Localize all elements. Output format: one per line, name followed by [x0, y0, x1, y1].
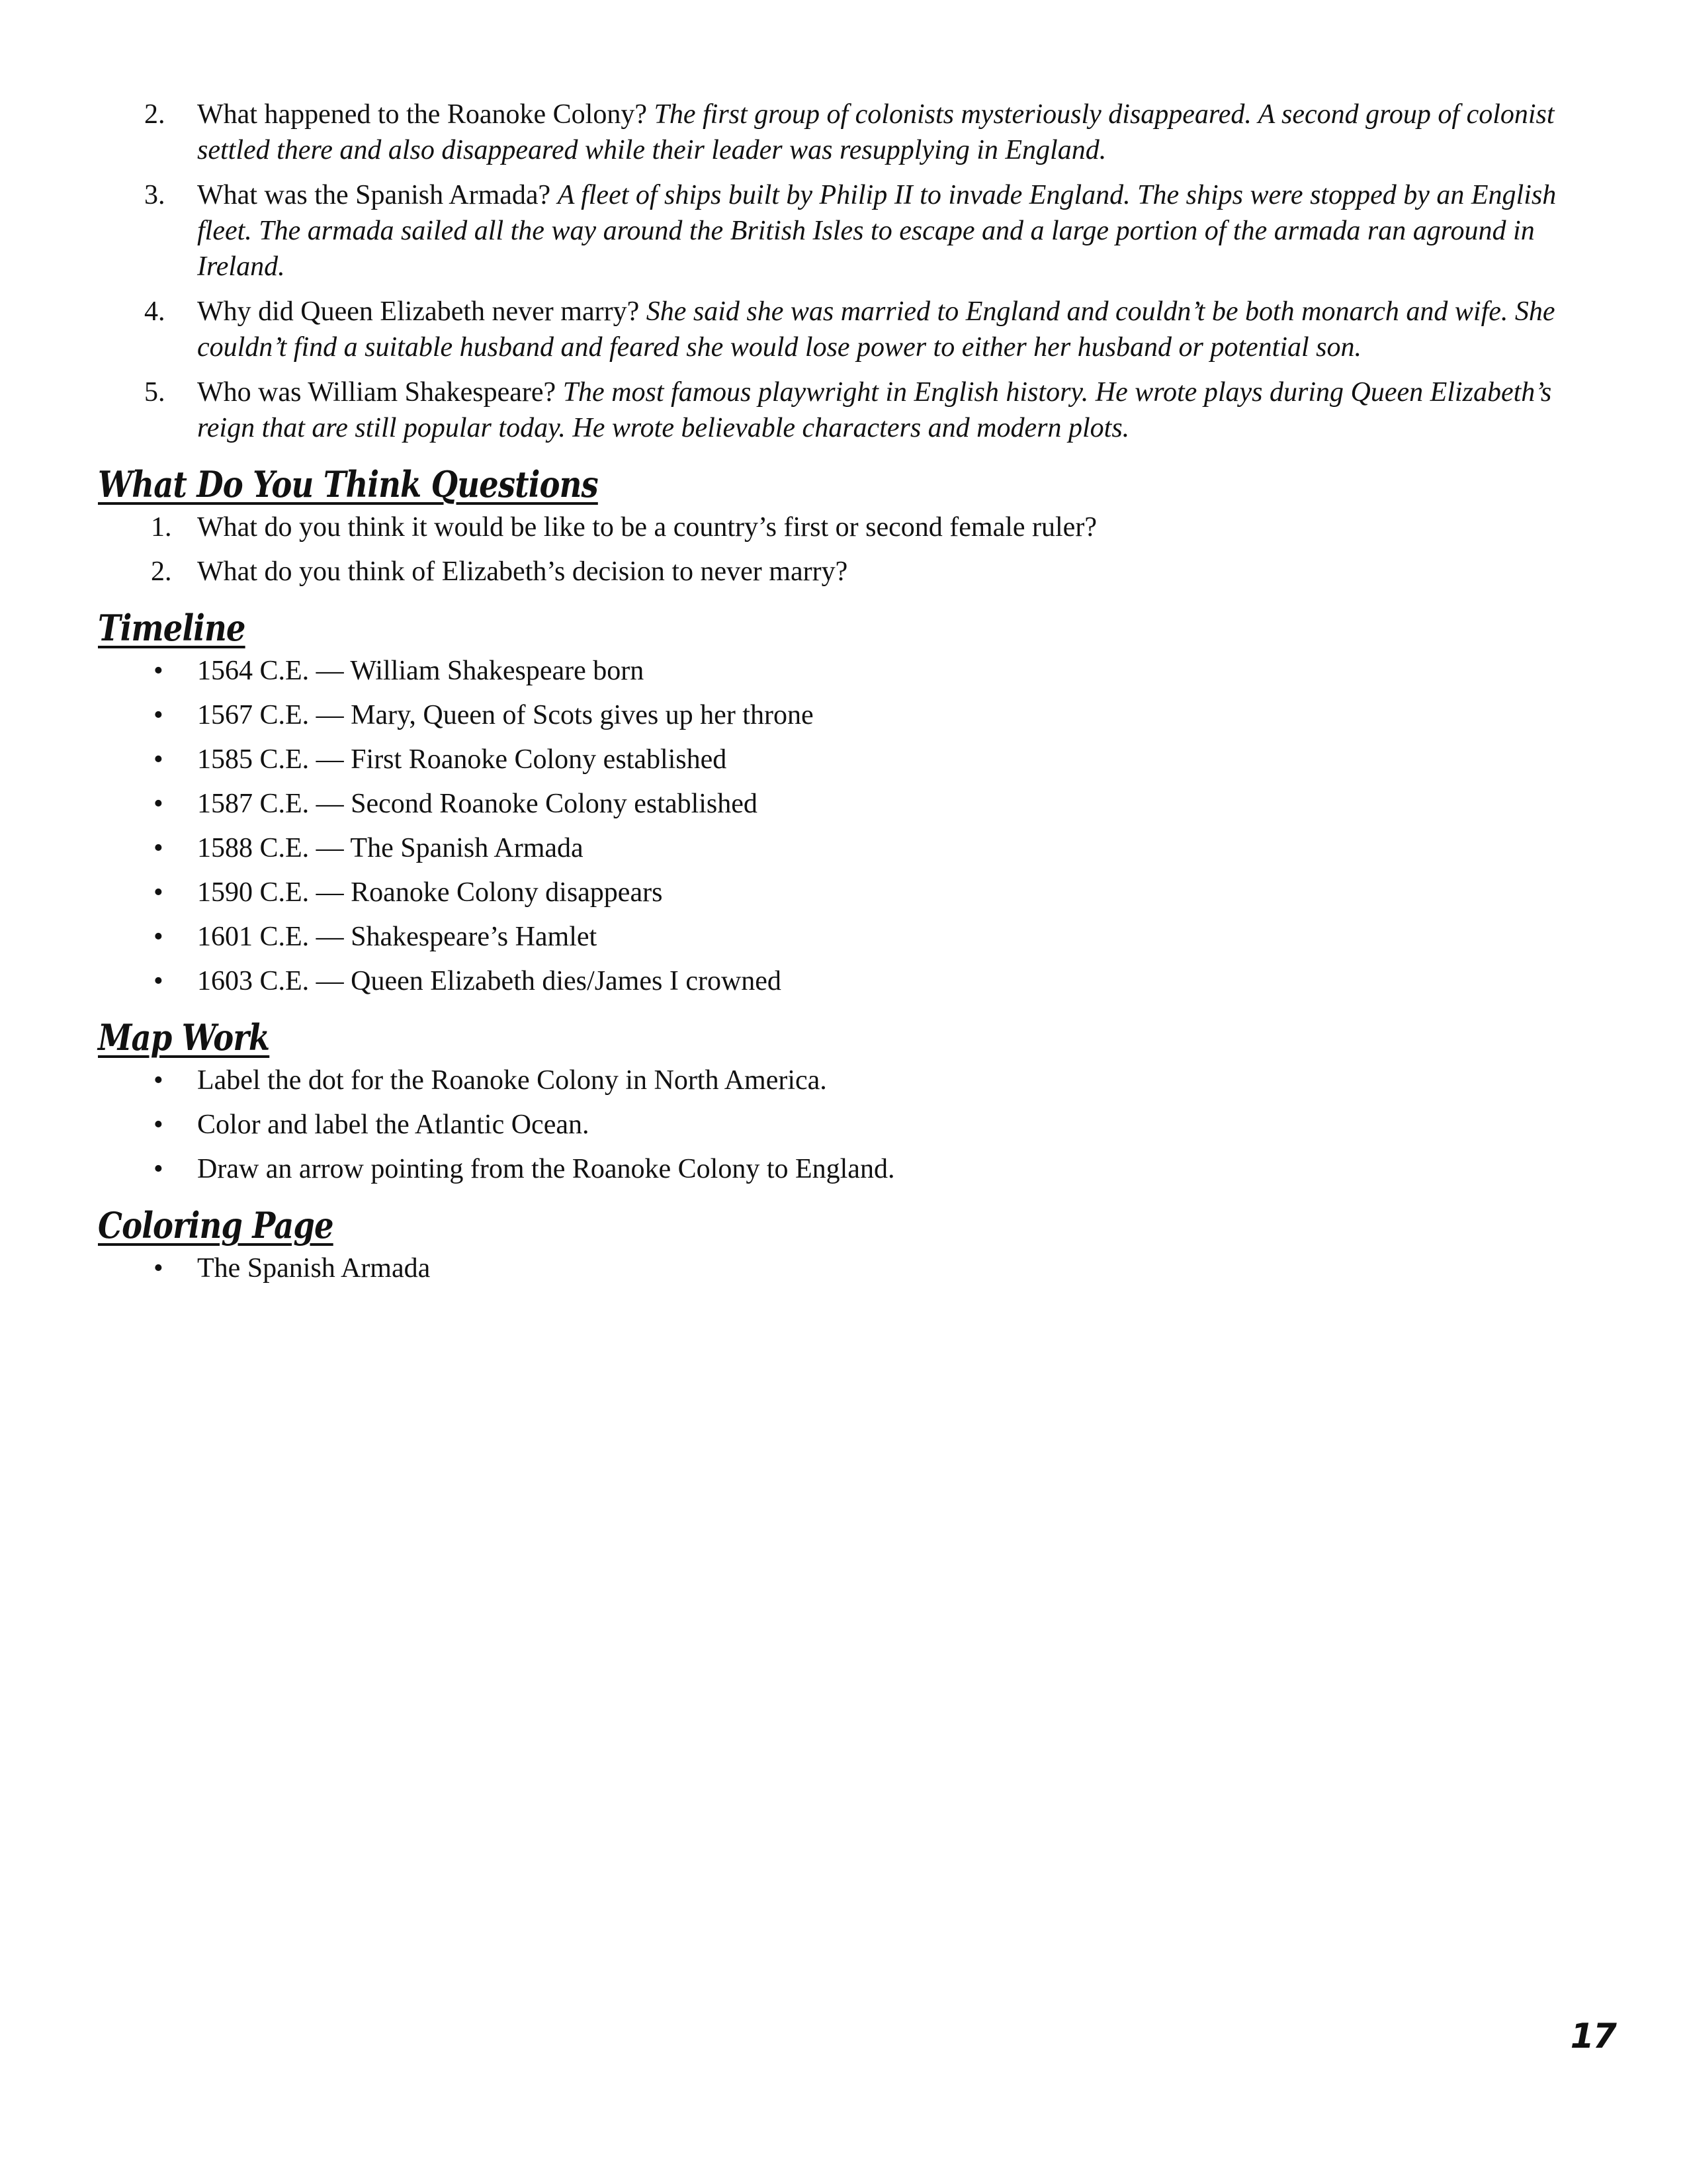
question-number: 3. — [144, 180, 165, 210]
question-text: Who was William Shakespeare? — [197, 377, 556, 408]
timeline-item — [98, 830, 1583, 866]
question-text: What was the Spanish Armada? — [197, 180, 551, 210]
timeline-entry: 1564 C.E. — William Shakespeare born — [197, 656, 644, 686]
bullet-icon: • — [153, 1253, 163, 1284]
page-content — [98, 97, 1583, 1295]
list-item — [98, 554, 1583, 590]
timeline-entry: 1567 C.E. — Mary, Queen of Scots gives up her throne — [197, 700, 814, 730]
review-question-2 — [98, 97, 1583, 168]
answer-text: She said she was married to England and couldn’t be both monarch and wife. She couldn’t find a suitable husband and feared she would lose power to either her husband or potential son. — [197, 296, 1555, 363]
timeline-item — [98, 919, 1583, 955]
question-number: 2. — [144, 99, 165, 130]
bullet-icon: • — [153, 656, 163, 686]
bullet-icon: • — [153, 877, 163, 908]
map-work-heading: Map Work — [98, 1016, 270, 1059]
question-text: What happened to the Roanoke Colony? — [197, 99, 647, 130]
review-questions-list — [98, 97, 1583, 446]
question-number: 4. — [144, 296, 165, 327]
list-item — [98, 1151, 1583, 1187]
bullet-icon: • — [153, 1110, 163, 1140]
timeline-list — [98, 653, 1583, 999]
review-question-3 — [98, 177, 1583, 284]
timeline-item — [98, 875, 1583, 910]
timeline-item — [98, 742, 1583, 777]
timeline-entry: 1590 C.E. — Roanoke Colony disappears — [197, 877, 663, 908]
question-number: 5. — [144, 377, 165, 408]
bullet-icon: • — [153, 833, 163, 863]
coloring-page-heading: Coloring Page — [98, 1204, 333, 1246]
item-number: 2. — [151, 556, 172, 587]
map-work-list — [98, 1063, 1583, 1187]
review-question-4 — [98, 294, 1583, 365]
item-text: What do you think it would be like to be a country’s first or second female ruler? — [197, 512, 1097, 543]
list-item — [98, 1063, 1583, 1098]
timeline-heading: Timeline — [98, 607, 245, 649]
timeline-entry: 1603 C.E. — Queen Elizabeth dies/James I crowned — [197, 966, 781, 996]
answer-text: A fleet of ships built by Philip II to invade England. The ships were stopped by an English fleet. The armada sailed all the way around the British Isles to escape and a large portion of the armada ran aground in Ireland. — [197, 180, 1557, 282]
map-task-text: Draw an arrow pointing from the Roanoke Colony to England. — [197, 1154, 895, 1184]
timeline-entry: 1601 C.E. — Shakespeare’s Hamlet — [197, 922, 597, 952]
question-text: Why did Queen Elizabeth never marry? — [197, 296, 640, 327]
page-number: 17 — [1570, 2017, 1616, 2056]
what-do-you-think-list — [98, 509, 1583, 590]
timeline-entry: 1585 C.E. — First Roanoke Colony established — [197, 744, 727, 775]
bullet-icon: • — [153, 700, 163, 730]
map-task-text: Color and label the Atlantic Ocean. — [197, 1110, 589, 1140]
item-number: 1. — [151, 512, 172, 543]
bullet-icon: • — [153, 922, 163, 952]
bullet-icon: • — [153, 1065, 163, 1096]
coloring-item-text: The Spanish Armada — [197, 1253, 431, 1284]
review-question-5 — [98, 374, 1583, 446]
timeline-entry: 1587 C.E. — Second Roanoke Colony established — [197, 789, 757, 819]
timeline-item — [98, 786, 1583, 822]
bullet-icon: • — [153, 966, 163, 996]
answer-text: The most famous playwright in English history. He wrote plays during Queen Elizabeth’s reign that are still popular today. He wrote believable characters and modern plots. — [197, 377, 1552, 443]
timeline-entry: 1588 C.E. — The Spanish Armada — [197, 833, 584, 863]
bullet-icon: • — [153, 744, 163, 775]
what-do-you-think-heading: What Do You Think Questions — [98, 463, 598, 505]
map-task-text: Label the dot for the Roanoke Colony in North America. — [197, 1065, 827, 1096]
item-text: What do you think of Elizabeth’s decision to never marry? — [197, 556, 848, 587]
coloring-page-list — [98, 1250, 1583, 1286]
bullet-icon: • — [153, 1154, 163, 1184]
bullet-icon: • — [153, 789, 163, 819]
answer-text: The first group of colonists mysteriously disappeared. A second group of colonist settled there and also disappeared while their leader was resupplying in England. — [197, 99, 1555, 165]
list-item — [98, 1107, 1583, 1143]
timeline-item — [98, 963, 1583, 999]
timeline-item — [98, 697, 1583, 733]
list-item — [98, 509, 1583, 545]
timeline-item — [98, 653, 1583, 689]
list-item — [98, 1250, 1583, 1286]
